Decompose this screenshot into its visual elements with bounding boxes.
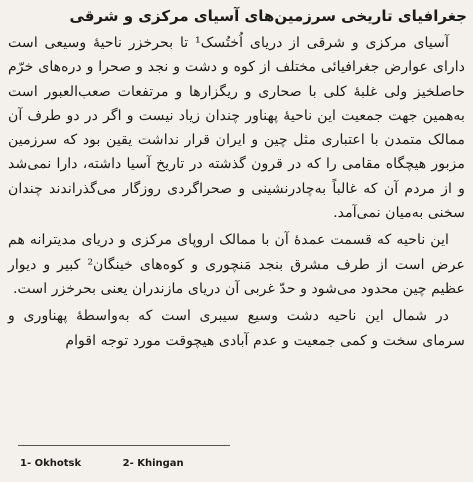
section-heading: جغرافیای تاریخی سرزمین‌های آسیای مرکزی و شرقی [69, 7, 467, 25]
footnote-2: 2- Khingan [122, 458, 184, 469]
footnotes [20, 458, 184, 469]
footnote-1: 1- Okhotsk [20, 458, 82, 469]
paragraph-3: در شمال این ناحیه دشت وسیع سیبری است که به‌واسطهٔ پهناوری و سرمای سخت و کمی جمعیت و عدم آبادی هیچوقت مورد توجه اقوام [8, 308, 465, 349]
footnote-divider [18, 445, 230, 446]
paragraph-2: این ناحیه که قسمت عمدهٔ آن با ممالک اروپای مرکزی و دریای مدیترانه هم عرض است از طرف مشرق بنجد مَنچوری و کوه‌های خینگان² کبیر و دیوار عظیم چین محدود می‌شود و حدّ غربی آن دریای مازندران یعنی بحرخزر است. [8, 232, 466, 297]
paragraph-1: آسیای مرکزی و شرقی از دریای اُختُسک¹ تا بحرخزر ناحیهٔ وسیعی است دارای عوارض جغرافیائی مختلف از کوه و دشت و نجد و صحرا و دره‌های خرّم حاصلخیز ولی غلبهٔ کلی با صحاری و ریگزارها و مرتفعات صعب‌العبور است به‌همین جهت جمعیت این ناحیهٔ پهناور چندان زیاد نیست و اگر در دو طرف آن ممالک متمدن با اعتباری مثل چین و ایران قرار نداشت یقین بود که سرزمین مزبور هیچگاه مقامی را که در قرون گذشته در تاریخ آسیا داشته، دارا نمی‌شد و از مردم آن که غالباً به‌چادرنشینی و صحراگردی روزگار می‌گذراندند چندان سخنی به‌میان نمی‌آمد. [8, 35, 465, 222]
body-text [8, 31, 465, 353]
